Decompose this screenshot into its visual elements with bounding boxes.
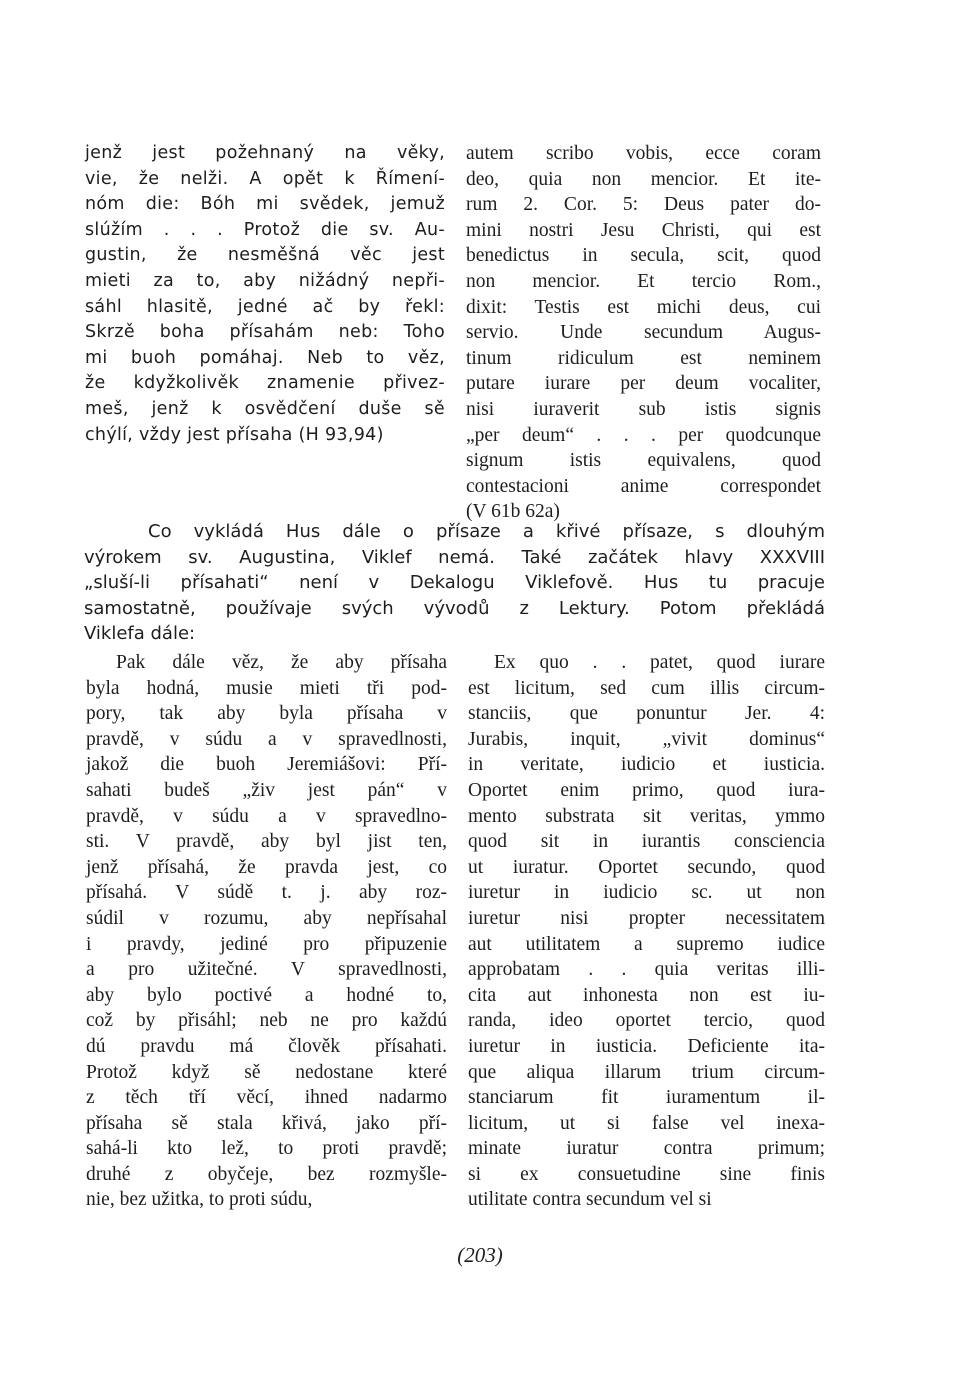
text-line: Protož když sě nedostane které xyxy=(86,1061,447,1083)
text-line: est licitum, sed cum illis circum- xyxy=(468,677,825,699)
text-line: sahati budeš „živ jest pán“ v xyxy=(86,779,447,801)
text-line: vie, že nelži. A opět k Římení- xyxy=(85,168,445,189)
text-line: putare iurare per deum vocaliter, xyxy=(466,373,821,395)
text-line: iuretur in iudicio sc. ut non xyxy=(468,882,825,904)
text-line: mieti za to, aby nižádný nepři- xyxy=(85,270,445,291)
text-line: dú pravdu má člověk přísahati. xyxy=(86,1035,447,1057)
text-line: jenž jest požehnaný na věky, xyxy=(85,143,445,163)
text-line: randa, ideo oportet tercio, quod xyxy=(468,1010,825,1032)
text-line: contestacioni anime correspondet xyxy=(466,475,821,497)
text-line: sáhl hlasitě, jedné ač by řekl: xyxy=(85,296,445,317)
text-line: tinum ridiculum est neminem xyxy=(466,347,821,369)
text-line: approbatam . . quia veritas illi- xyxy=(468,959,825,981)
text-line: Pak dále věz, že aby přísaha xyxy=(116,652,447,673)
text-line: nisi iuraverit sub istis signis xyxy=(466,398,821,420)
text-line: signum istis equivalens, quod xyxy=(466,450,821,472)
text-line: Skrzě boha přísahám neb: Toho xyxy=(85,322,445,343)
text-line: iuretur nisi propter necessitatem xyxy=(468,907,825,929)
text-line: druhé z obyčeje, bez rozmyšle- xyxy=(86,1163,447,1185)
text-line: mini nostri Jesu Christi, qui est xyxy=(466,219,821,241)
text-line: sti. V pravdě, aby byl jist ten, xyxy=(86,831,447,853)
text-line: mento substrata sit veritas, ymmo xyxy=(468,805,825,827)
text-line: „per deum“ . . . per quodcunque xyxy=(466,424,821,446)
czech-column-top xyxy=(85,141,445,448)
text-line: pravdě, v súdu a v spravedlnosti, xyxy=(86,728,447,750)
text-line: minate iuratur contra primum; xyxy=(468,1138,825,1160)
text-line: slúžím . . . Protož die sv. Au- xyxy=(85,219,445,240)
text-line: i pravdy, jediné pro připuzenie xyxy=(86,933,447,955)
text-line: přísaha sě stala křivá, jako pří- xyxy=(86,1112,447,1134)
text-line: pravdě, v súdu a v spravedlno- xyxy=(86,805,447,827)
text-line: z těch tří věcí, ihned nadarmo xyxy=(86,1087,447,1109)
text-line: cita aut inhonesta non est iu- xyxy=(468,984,825,1006)
text-line: licitum, ut si false vel inexa- xyxy=(468,1112,825,1134)
text-line: chýlí, vždy jest přísaha (H 93,94) xyxy=(85,424,384,445)
text-line: „sluší-li přísahati“ není v Dekalogu Viklefově. Hus tu pracuje xyxy=(84,572,825,594)
text-line: stanciis, que ponuntur Jer. 4: xyxy=(468,703,825,725)
text-line: dixit: Testis est michi deus, cui xyxy=(466,296,821,318)
text-line: pory, tak aby byla přísaha v xyxy=(86,703,447,725)
text-line: byla hodná, musie mieti tři pod- xyxy=(86,677,447,699)
text-line: utilitate contra secundum vel si xyxy=(468,1189,712,1211)
text-line: aut utilitatem a supremo iudice xyxy=(468,933,825,955)
text-line: Jurabis, inquit, „vivit dominus“ xyxy=(468,728,825,750)
latin-column-bottom xyxy=(468,650,825,1213)
text-line: ut iuratur. Oportet secundo, quod xyxy=(468,856,825,878)
text-line: non mencior. Et tercio Rom., xyxy=(466,270,821,292)
text-line: jakož die buoh Jeremiášovi: Pří- xyxy=(86,754,447,776)
text-line: Viklefa dále: xyxy=(84,623,196,645)
latin-column-top xyxy=(466,141,821,525)
text-line: deo, quia non mencior. Et ite- xyxy=(466,168,821,190)
czech-column-bottom xyxy=(86,650,447,1213)
text-line: servio. Unde secundum Augus- xyxy=(466,322,821,344)
text-line: mi buoh pomáhaj. Neb to věz, xyxy=(85,347,445,368)
text-line: sahá-li kto lež, to proti pravdě; xyxy=(86,1138,447,1160)
text-line: benedictus in secula, scit, quod xyxy=(466,245,821,267)
text-line: Oportet enim primo, quod iura- xyxy=(468,779,825,801)
text-line: rum 2. Cor. 5: Deus pater do- xyxy=(466,194,821,216)
text-line: výrokem sv. Augustina, Viklef nemá. Také začátek hlavy XXXVIII xyxy=(84,546,825,568)
text-line: autem scribo vobis, ecce coram xyxy=(466,143,821,164)
text-line: in veritate, iudicio et iusticia. xyxy=(468,754,825,776)
middle-paragraph xyxy=(84,519,825,647)
page-number: (203) xyxy=(457,1243,503,1267)
text-line: nóm die: Bóh mi svědek, jemuž xyxy=(85,194,445,215)
text-line: samostatně, používaje svých vývodů z Lektury. Potom překládá xyxy=(84,597,825,619)
text-line: meš, jenž k osvědčení duše sě xyxy=(85,398,445,419)
text-line: jenž přísahá, že pravda jest, co xyxy=(86,856,447,878)
text-line: a pro užitečné. V spravedlnosti, xyxy=(86,959,447,981)
text-line: Co vykládá Hus dále o přísaze a křivé přísaze, s dlouhým xyxy=(148,521,825,542)
text-line: stanciarum fit iuramentum il- xyxy=(468,1087,825,1109)
text-line: súdil v rozumu, aby nepřísahal xyxy=(86,907,447,929)
text-line: quod sit in iurantis consciencia xyxy=(468,831,825,853)
text-line: nie, bez užitka, to proti súdu, xyxy=(86,1189,313,1211)
text-line: přísahá. V súdě t. j. aby roz- xyxy=(86,882,447,904)
text-line: aby bylo poctivé a hodné to, xyxy=(86,984,447,1006)
text-line: což by přisáhl; neb ne pro každú xyxy=(86,1010,447,1032)
text-line: gustin, že nesměšná věc jest xyxy=(85,245,445,266)
text-line: iuretur in iusticia. Deficiente ita- xyxy=(468,1035,825,1057)
text-line: že kdyžkolivěk znamenie přivez- xyxy=(85,373,445,394)
text-line: (V 61b 62a) xyxy=(466,501,560,523)
text-line: si ex consuetudine sine finis xyxy=(468,1163,825,1185)
text-line: Ex quo . . patet, quod iurare xyxy=(494,652,825,673)
text-line: que aliqua illarum trium circum- xyxy=(468,1061,825,1083)
